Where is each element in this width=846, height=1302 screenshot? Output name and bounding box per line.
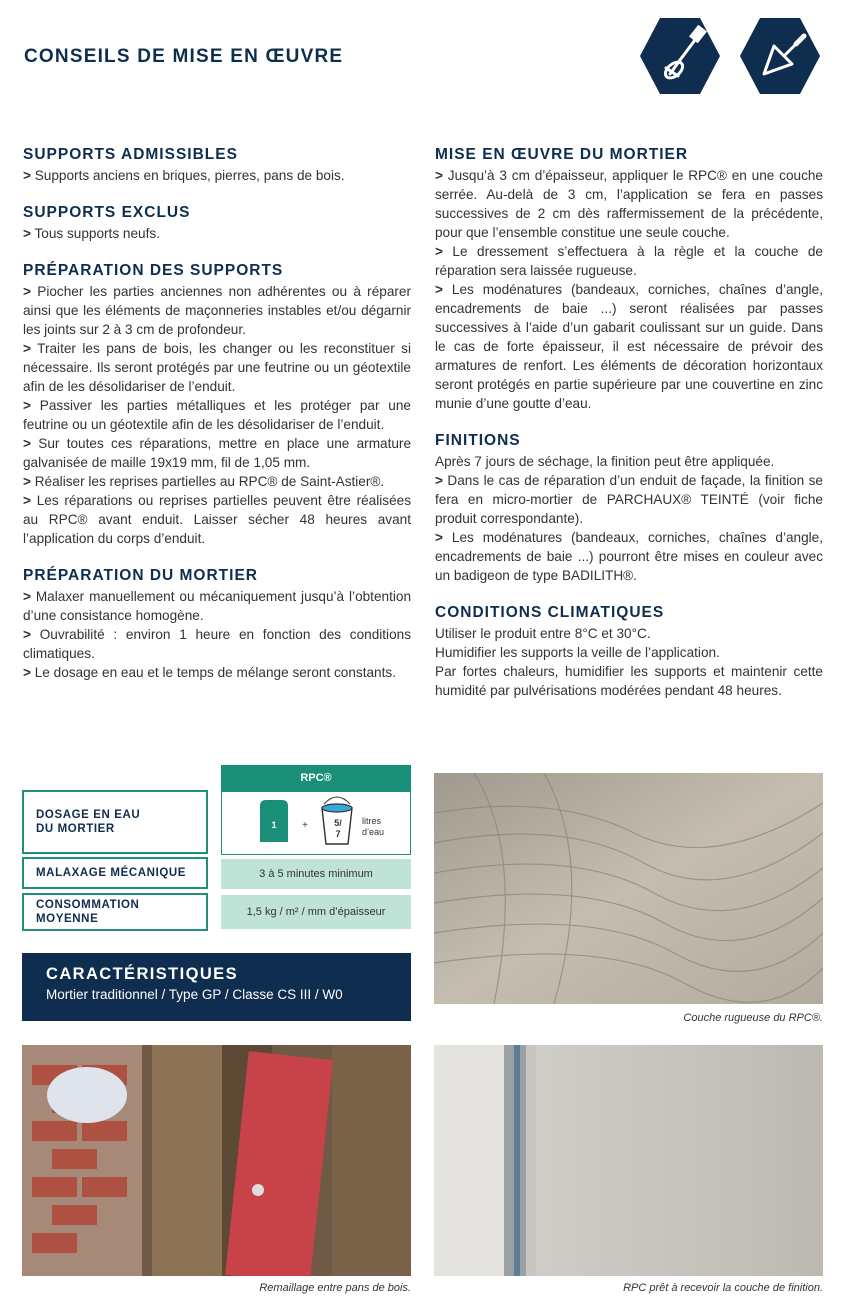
bullet-item: > Les réparations ou reprises partielles peuvent être réalisées au RPC® avant enduit. Laisser sécher 48 heures avant l’application du corps d’enduit.	[23, 493, 412, 546]
section-supports-admissibles	[23, 145, 411, 185]
bullet-item: > Les modénatures (bandeaux, corniches, chaînes d’angle, encadrements de baie ...) pourront être mises en couleur avec un badigeon de type BADILITH®.	[435, 530, 823, 583]
section-title: PRÉPARATION DES SUPPORTS	[23, 262, 284, 279]
bullet-item: > Malaxer manuellement ou mécaniquement jusqu’à l’obtention d’une consistance homogène.	[23, 589, 411, 623]
bullet-item: > Réaliser les reprises partielles au RPC® de Saint-Astier®.	[23, 474, 385, 489]
water-unit-2: d’eau	[362, 827, 385, 837]
bullet-item: > Supports anciens en briques, pierres, pans de bois.	[23, 168, 345, 183]
characteristics-title: CARACTÉRISTIQUES	[46, 965, 238, 983]
caption: RPC prêt à recevoir la couche de finition.	[623, 1282, 823, 1294]
section-title: SUPPORTS ADMISSIBLES	[23, 146, 238, 163]
section-finitions	[435, 431, 823, 585]
bullet-item: > Traiter les pans de bois, les changer ou les reconstituer si nécessaire. Ils seront protégés par une feutrine ou un géotextile afin de les désolidariser de l’enduit.	[23, 341, 411, 394]
mixer-drill-icon	[640, 16, 720, 96]
dosage-cell	[221, 791, 411, 855]
section-title: FINITIONS	[435, 432, 521, 449]
section-title: MISE EN ŒUVRE DU MORTIER	[435, 146, 689, 163]
section-preparation-mortier	[23, 566, 411, 682]
section-supports-exclus	[23, 203, 411, 243]
mixing-cell: 3 à 5 minutes minimum	[221, 859, 411, 889]
section-title: CONDITIONS CLIMATIQUES	[435, 604, 665, 621]
photo-finish-ready	[434, 1045, 823, 1276]
bullet-item: > Tous supports neufs.	[23, 226, 160, 241]
left-column	[23, 145, 411, 700]
table-row-label: DOSAGE EN EAU DU MORTIER	[22, 790, 208, 854]
dosage-illustration	[222, 792, 412, 854]
bullet-item: > Sur toutes ces réparations, mettre en place une armature galvanisée de maille 19x19 mm, fil de 1,05 mm.	[23, 436, 412, 470]
consumption-cell: 1,5 kg / m² / mm d’épaisseur	[221, 895, 411, 929]
characteristics-box	[22, 953, 411, 1021]
bullet-item: > Les modénatures (bandeaux, corniches, chaînes d’angle, encadrements de baie ...) seront réalisées par passes successives à l’aide d’un gabarit coulissant sur un guide. Dans le cas de forte épaisseur, il est nécessaire de prévoir des armatures de renfort. Les éléments de décoration horizontaux seront protégés en partie supérieure par une couvertine en zinc munie d’une goutte d’eau.	[435, 282, 823, 411]
right-column	[435, 145, 823, 718]
page-title: CONSEILS DE MISE EN ŒUVRE	[24, 46, 344, 67]
water-unit-1: litres	[362, 816, 382, 826]
bullet-item: > Dans le cas de réparation d’un enduit de façade, la finition se fera en micro-mortier de PARCHAUX® TEINTÉ (voir fiche produit correspondante).	[435, 473, 823, 526]
water-ratio-top: 5/	[334, 818, 342, 828]
section-conditions-climatiques	[435, 603, 823, 700]
paragraph: Utiliser le produit entre 8°C et 30°C.	[435, 626, 651, 641]
table-row-label: MALAXAGE MÉCANIQUE	[22, 857, 208, 889]
bullet-item: > Passiver les parties métalliques et les protéger par une feutrine ou un géotextile afin de les désolidariser de l’enduit.	[23, 398, 411, 432]
paragraph: Après 7 jours de séchage, la finition peut être appliquée.	[435, 454, 775, 469]
characteristics-text: Mortier traditionnel / Type GP / Classe CS III / W0	[46, 987, 343, 1002]
bullet-item: > Le dressement s’effectuera à la règle et la couche de réparation sera laissée rugueuse.	[435, 244, 823, 278]
bullet-item: > Le dosage en eau et le temps de mélange seront constants.	[23, 665, 396, 680]
section-title: PRÉPARATION DU MORTIER	[23, 567, 258, 584]
plus-sign: +	[302, 820, 308, 831]
photo-wood-frame-repair	[22, 1045, 411, 1276]
trowel-icon	[740, 16, 820, 96]
section-preparation-supports	[23, 261, 411, 548]
caption: Couche rugueuse du RPC®.	[683, 1012, 823, 1024]
bullet-item: > Ouvrabilité : environ 1 heure en fonction des conditions climatiques.	[23, 627, 411, 661]
table-row-label: CONSOMMATION MOYENNE	[22, 893, 208, 931]
section-mise-en-oeuvre	[435, 145, 823, 413]
photo-rough-coat	[434, 773, 823, 1004]
bag-label: 1	[271, 820, 277, 830]
bullet-item: > Jusqu’à 3 cm d’épaisseur, appliquer le RPC® en une couche serrée. Au-delà de 3 cm, l’application se fera en passes successives de 2 cm dès raffermissement de la précédente, pour que l’ensemble constitue une seule couche.	[435, 168, 823, 240]
caption: Remaillage entre pans de bois.	[259, 1282, 411, 1294]
table-column-header: RPC®	[221, 765, 411, 791]
paragraph: Humidifier les supports la veille de l’application.	[435, 645, 720, 660]
paragraph: Par fortes chaleurs, humidifier les supports et maintenir cette humidité par pulvérisations modérées pendant 48 heures.	[435, 664, 823, 698]
water-ratio-bottom: 7	[335, 829, 341, 839]
section-title: SUPPORTS EXCLUS	[23, 204, 191, 221]
bullet-item: > Piocher les parties anciennes non adhérentes ou à réparer ainsi que les éléments de maçonneries instables et/ou dégarnir les joints sur 2 à 3 cm de profondeur.	[23, 284, 411, 337]
